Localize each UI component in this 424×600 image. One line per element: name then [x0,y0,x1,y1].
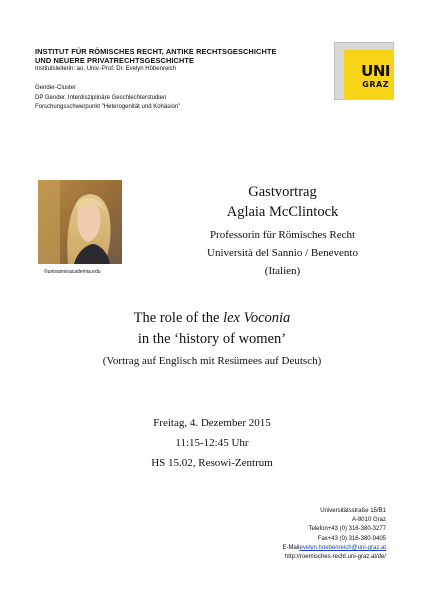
email-link[interactable]: evelyn.hoebenreich@uni-graz.at [299,544,386,551]
language-note: (Vortrag auf Englisch mit Resümees auf Deutsch) [102,355,322,367]
event-room: HS 15.02, Resowi-Zentrum [151,457,273,469]
institute-name-line1: INSTITUT FÜR RÖMISCHES RECHT, ANTIKE RECHTSGESCHICHTE [35,47,277,56]
speaker-university: Università del Sannio / Benevento [207,247,358,259]
research-focus-label: Forschungsschwerpunkt "Heterogenität und Kohäsion" [35,104,181,110]
event-time: 11:15-12:45 Uhr [175,437,249,449]
uni-graz-logo [334,42,394,100]
gender-block [35,84,325,113]
event-date: Freitag, 4. Dezember 2015 [153,417,271,429]
speaker-name: Aglaia McClintock [226,204,339,220]
event-type: Gastvortrag [248,184,317,200]
logo-text-graz: GRAZ [362,80,389,89]
speaker-title: Professorin für Römisches Recht [209,229,356,241]
topic-line2: in the ‘history of women’ [137,331,287,347]
speaker-country: (Italien) [264,265,301,277]
institute-name-line2: UND NEUERE PRIVATRECHTSGESCHICHTE [35,56,195,65]
contact-block [283,507,387,562]
contact-email-row: E-Mailevelyn.hoebenreich@uni-graz.at [282,544,386,551]
topic-line1: The role of the lex Voconia [133,310,291,326]
contact-city: A-8010 Graz [351,517,386,524]
photo-credit: ©unisannioacademia.edu [44,269,101,275]
dp-gender-label: DP Gender. Interdisziplinäre Geschlechterstudien [35,94,167,101]
contact-fax: Fax+43 (0) 316-380-9405 [317,535,386,542]
gender-cluster-label: Gender-Cluster [35,85,77,91]
schedule-block [100,413,324,473]
lex-voconia-term: lex Voconia [223,310,291,326]
speaker-block [140,182,424,280]
contact-phone: Telefon+43 (0) 316-380-3277 [308,526,386,533]
talk-topic [0,308,424,370]
institute-lead: Institutsleiterin: ao. Univ.-Prof. Dr. Evelyn Höbenreich [35,66,176,72]
contact-street: Universitätsstraße 15/B1 [320,508,386,514]
speaker-photo [38,180,122,264]
institute-header [35,47,325,74]
logo-text-uni: UNI [361,62,390,80]
website-link[interactable]: http://roemisches-recht.uni-graz.at/de/ [284,554,386,561]
speaker-portrait-image [38,180,122,264]
